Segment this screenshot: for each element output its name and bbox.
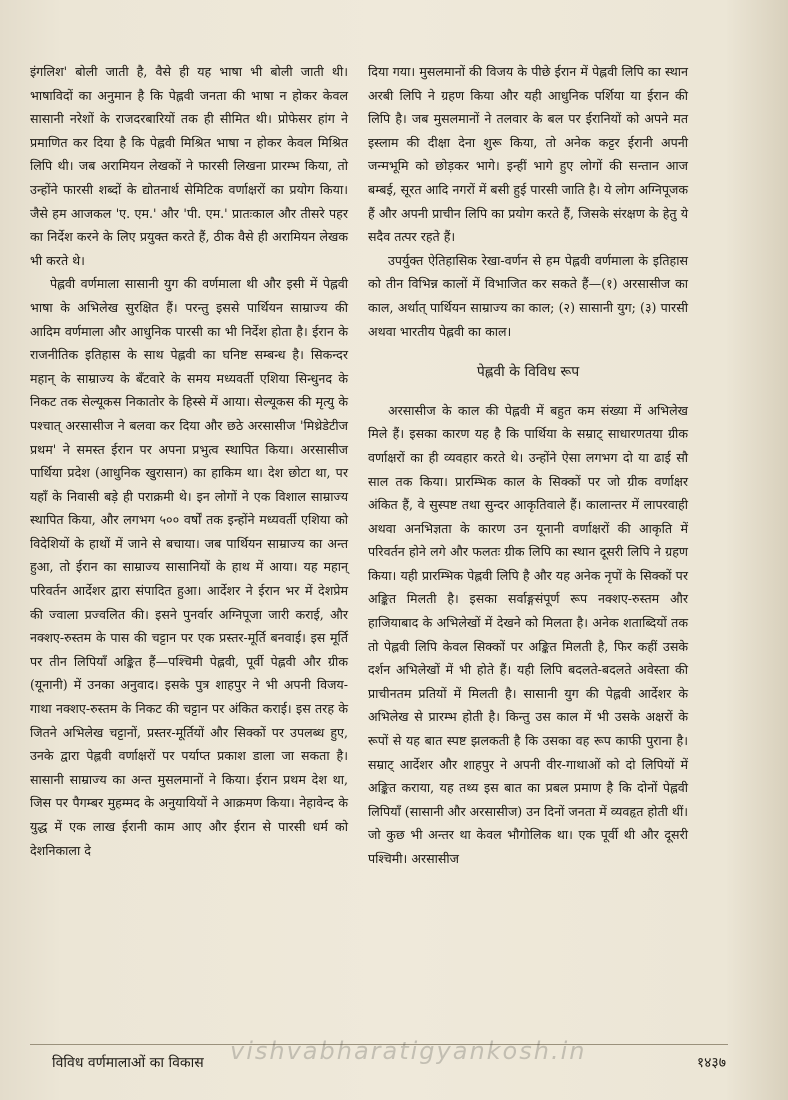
paragraph: इंगलिश' बोली जाती है, वैसे ही यह भाषा भी बोली जाती थी। भाषाविदों का अनुमान है कि पेह्लवी जनता की भाषा न होकर केवल सासानी नरेशों के राजदरबारियों तक ही सीमित थी। प्रोफेसर हांग ने प्रमाणित कर दिया है कि पेह्लवी मिश्रित भाषा न होकर केवल मिश्रित लिपि थी। जब अरामियन लेखकों ने फारसी लिखना प्रारम्भ किया, तो उन्होंने फारसी शब्दों के द्योतनार्थ सेमिटिक वर्णाक्षरों का प्रयोग किया। जैसे हम आजकल 'ए. एम.' और 'पी. एम.' प्रातःकाल और तीसरे पहर का निर्देश करने के लिए प्रयुक्त करते हैं, ठीक वैसे ही अरामियन लेखक भी करते थे। [30,64,348,268]
running-title: विविध वर्णमालाओं का विकास [52,1055,204,1071]
paragraph: उपर्युक्त ऐतिहासिक रेखा-वर्णन से हम पेह्लवी वर्णमाला के इतिहास को तीन विभिन्न कालों में विभाजित कर सकते हैं—(१) अरसासीज का काल, अर्थात् पार्थियन साम्राज्य का काल; (२) सासानी युग; (३) पारसी अथवा भारतीय पेह्लवी का काल। [368,252,688,339]
page-footer [30,1037,758,1083]
right-column [368,60,688,871]
paragraph: अरसासीज के काल की पेह्लवी में बहुत कम संख्या में अभिलेख मिले हैं। इसका कारण यह है कि पार्थिया के सम्राट् साधारणतया ग्रीक वर्णाक्षरों का ही व्यवहार करते थे। उन्होंने ऐसा लगभग दो या ढाई सौ साल तक किया। प्रारम्भिक काल के सिक्कों पर जो ग्रीक वर्णाक्षर अंकित हैं, वे सुस्पष्ट तथा सुन्दर आकृतिवाले हैं। कालान्तर में लापरवाही अथवा अनभिज्ञता के कारण उन यूनानी वर्णाक्षरों की आकृति में परिवर्तन होने लगे और फलतः ग्रीक लिपि का स्थान दूसरी लिपि ने ग्रहण किया। यही प्रारम्भिक पेह्लवी लिपि है और यह अनेक नृपों के सिक्कों पर अङ्कित मिलती है। इसका सर्वाङ्गसंपूर्ण रूप नक्शए-रुस्तम और हाजियाबाद के अभिलेखों में देखने को मिलता है। अनेक शताब्दियों तक तो पेह्लवी लिपि केवल सिक्कों पर अङ्कित मिलती है, फिर कहीं उसके दर्शन अभिलेखों में भी होते हैं। यही लिपि बदलते-बदलते अवेस्ता की प्राचीनतम प्रतियों में मिलती है। सासानी युग की पेह्लवी आर्देशर के अभिलेख से प्रारम्भ होती है। किन्तु उस काल में भी उसके अक्षरों के रूपों से यह बात स्पष्ट झलकती है कि उसका वह रूप काफी पुराना है। सम्राट् आर्देशर और शाहपुर ने अपनी वीर-गाथाओं को दो लिपियों में अङ्कित कराया, यह तथ्य इस बात का प्रबल प्रमाण है कि दोनों पेह्लवी लिपियाँ (सासानी और अरसासीज) उन दिनों जनता में व्यवहृत होती थीं। जो कुछ भी अन्तर था केवल भौगोलिक था। एक पूर्वी थी और दूसरी पश्चिमी। अरसासीज [368,402,688,866]
watermark: vishvabharatigyankosh.in [230,1037,587,1065]
left-column [30,60,348,862]
section-heading: पेह्लवी के विविध रूप [476,364,580,381]
paragraph: दिया गया। मुसलमानों की विजय के पीछे ईरान में पेह्लवी लिपि का स्थान अरबी लिपि ने ग्रहण किया और यही आधुनिक पर्शिया या ईरान की लिपि है। जब मुसलमानों ने तलवार के बल पर ईरानियों को अपने मत इस्लाम की दीक्षा देना शुरू किया, तो अनेक कट्टर ईरानी अपनी जन्मभूमि को छोड़कर भागे। इन्हीं भागे हुए लोगों की सन्तान आज बम्बई, सूरत आदि नगरों में बसी हुई पारसी जाति है। ये लोग अग्निपूजक हैं और अपनी प्राचीन लिपि का प्रयोग करते हैं, जिसके संरक्षण के हेतु ये सदैव तत्पर रहते हैं। [368,64,688,245]
paragraph: पेह्लवी वर्णमाला सासानी युग की वर्णमाला थी और इसी में पेह्लवी भाषा के अभिलेख सुरक्षित हैं। परन्तु इससे पार्थियन साम्राज्य की आदिम वर्णमाला और आधुनिक पारसी का भी निर्देश होता है। ईरान के राजनीतिक इतिहास के साथ पेह्लवी का घनिष्ट सम्बन्ध है। सिकन्दर महान् के साम्राज्य के बँटवारे के समय मध्यवर्ती एशिया सिन्धुनद के निकट तक सेल्यूकस निकातोर के हिस्से में आया। सेल्यूकस की मृत्यु के पश्चात् अरसासीज ने बलवा कर दिया और छठे अरसासीज 'मिथ्रेडेटीज प्रथम' ने समस्त ईरान पर अपना प्रभुत्व स्थापित किया। अरसासीज पार्थिया प्रदेश (आधुनिक खुरासान) का हाकिम था। देश छोटा था, पर यहाँ के निवासी बड़े ही पराक्रमी थे। इन लोगों ने एक विशाल साम्राज्य स्थापित किया, और लगभग ५०० वर्षों तक इन्होंने मध्यवर्ती एशिया को विदेशियों के हाथों में जाने से बचाया। जब पार्थियन साम्राज्य का अन्त हुआ, तो ईरान का साम्राज्य सासानियों के हाथ में आया। यह महान् परिवर्तन आर्देशर द्वारा संपादित हुआ। आर्देशर ने ईरान भर में देशप्रेम की ज्वाला प्रज्वलित की। इसने पुनर्वार अग्निपूजा जारी कराई, और नक्शए-रुस्तम के पास की चट्टान पर एक प्रस्तर-मूर्ति बनवाई। इस मूर्ति पर तीन लिपियाँ अङ्कित हैं—पश्चिमी पेह्लवी, पूर्वी पेह्लवी और ग्रीक (यूनानी) में उनका अनुवाद। इसके पुत्र शाहपुर ने भी अपनी विजय-गाथा नक्शए-रुस्तम के निकट की चट्टान पर अंकित कराई। इस तरह के जितने अभिलेख चट्टानों, प्रस्तर-मूर्तियों और सिक्कों पर उपलब्ध हुए, उनके द्वारा पेह्लवी वर्णाक्षरों पर पर्याप्त प्रकाश डाला जा सकता है। सासानी साम्राज्य का अन्त मुसलमानों ने किया। ईरान प्रथम देश था, जिस पर पैगम्बर मुहम्मद के अनुयायियों ने आक्रमण किया। नेहावेन्द के युद्ध में एक लाख ईरानी काम आए और ईरान से पारसी धर्म को देशनिकाला दे [30,276,348,858]
page-number: १४३७ [696,1055,726,1071]
